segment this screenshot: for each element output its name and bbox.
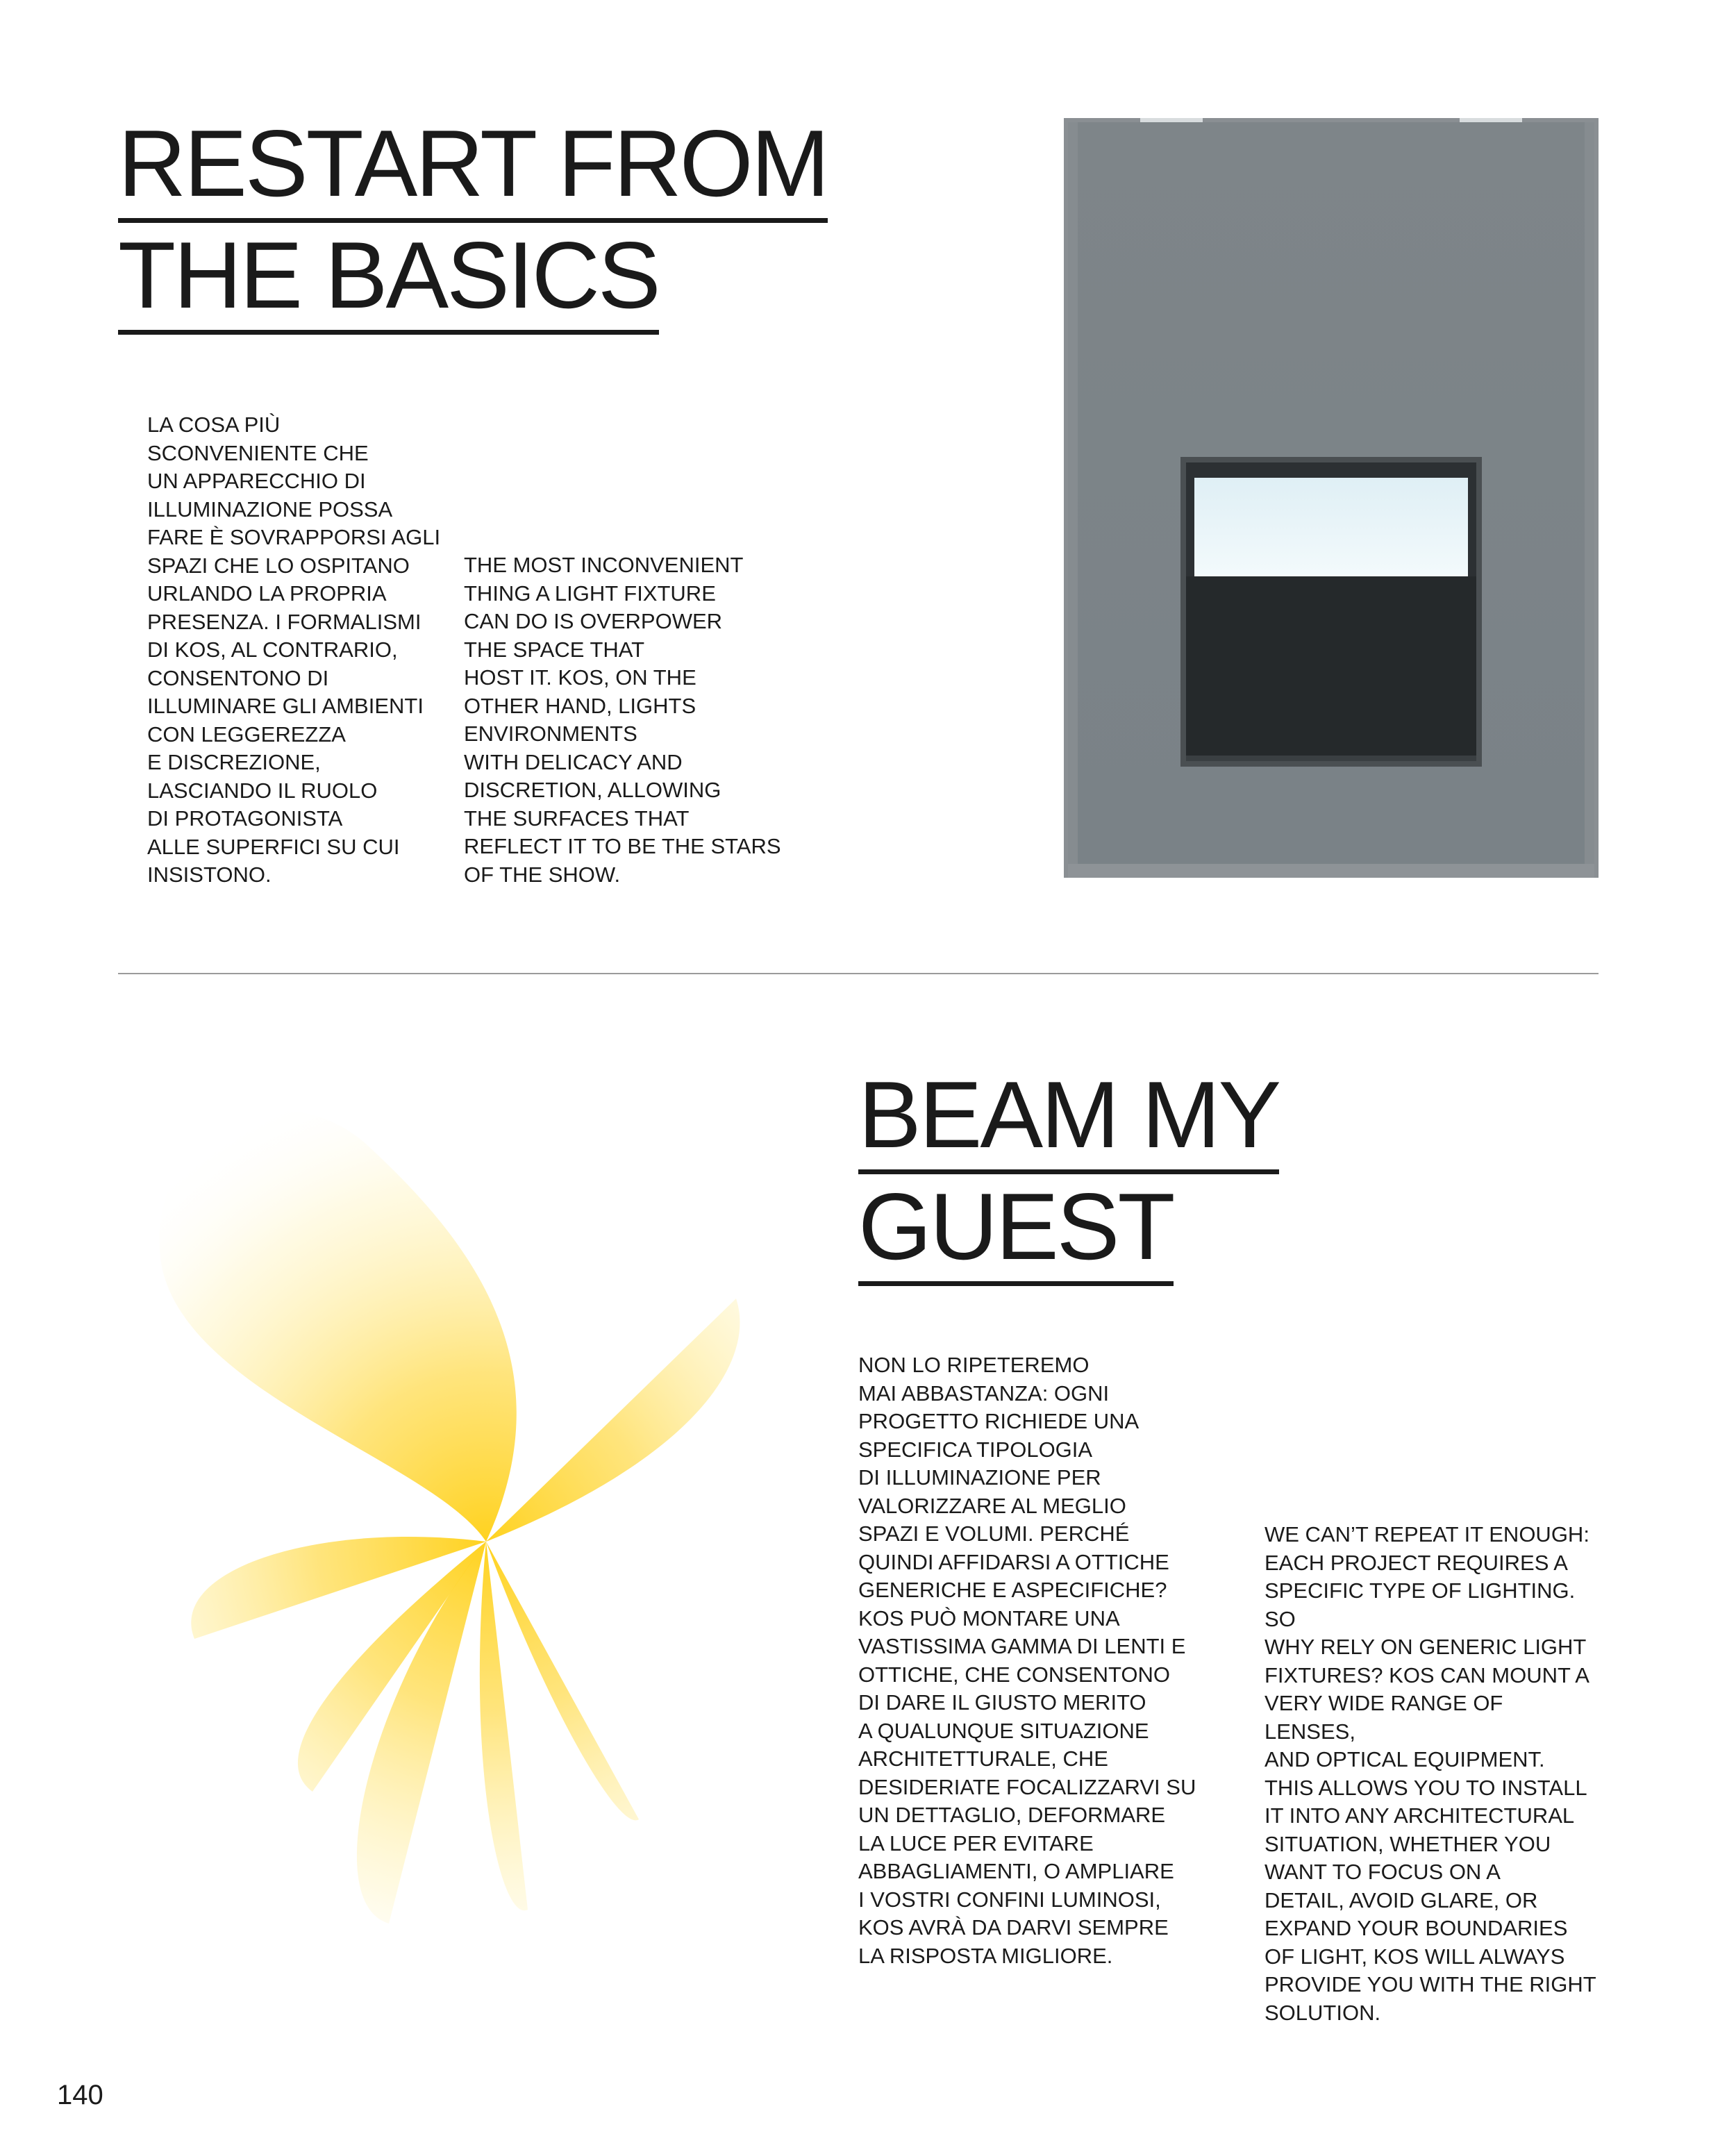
page-number: 140 (57, 2080, 103, 2110)
beam-pattern-illustration (139, 1069, 764, 1944)
light-beam-graphic (139, 1069, 764, 1944)
section1-text-english: THE MOST INCONVENIENT THING A LIGHT FIXTURE CAN DO IS OVERPOWER THE SPACE THAT HOST IT. KOS, ON THE OTHER HAND, LIGHTS ENVIRONMENTS WITH DELICACY AND DISCRETION, ALLOWING THE SURFACES THAT REFLECT IT TO BE THE STARS OF THE SHOW. (464, 553, 781, 887)
section1-title (118, 111, 828, 335)
section1-title-line2: THE BASICS (118, 223, 659, 335)
recessed-light-fixture-illustration (1064, 118, 1599, 878)
section2-title-line1: BEAM MY (858, 1062, 1279, 1174)
section1-title-line1: RESTART FROM (118, 111, 828, 223)
section1-text-italian: LA COSA PIÙ SCONVENIENTE CHE UN APPARECCHIO DI ILLUMINAZIONE POSSA FARE È SOVRAPPORSI AGLI SPAZI CHE LO OSPITANO URLANDO LA PROPRIA PRESENZA. I FORMALISMI DI KOS, AL CONTRARIO, CONSENTONO DI ILLUMINARE GLI AMBIENTI CON LEGGEREZZA E DISCREZIONE, LASCIANDO IL RUOLO DI PROTAGONISTA ALLE SUPERFICI SU CUI INSISTONO. (147, 412, 441, 887)
section-divider (118, 973, 1599, 974)
section2-text-italian: NON LO RIPETEREMO MAI ABBASTANZA: OGNI PROGETTO RICHIEDE UNA SPECIFICA TIPOLOGIA DI ILLUMINAZIONE PER VALORIZZARE AL MEGLIO SPAZI E VOLUMI. PERCHÉ QUINDI AFFIDARSI A OTTICHE GENERICHE E ASPECIFICHE? KOS PUÒ MONTARE UNA VASTISSIMA GAMMA DI LENTI E OTTICHE, CHE CONSENTONO DI DARE IL GIUSTO MERITO A QUALUNQUE SITUAZIONE ARCHITETTURALE, CHE DESIDERIATE FOCALIZZARVI SU UN DETTAGLIO, DEFORMARE LA LUCE PER EVITARE ABBAGLIAMENTI, O AMPLIARE I VOSTRI CONFINI LUMINOSI, KOS AVRÀ DA DARVI SEMPRE LA RISPOSTA MIGLIORE. (858, 1353, 1196, 1968)
section2-text-english: WE CAN’T REPEAT IT ENOUGH: EACH PROJECT REQUIRES A SPECIFIC TYPE OF LIGHTING. SO WHY RELY ON GENERIC LIGHT FIXTURES? KOS CAN MOUNT A VERY WIDE RANGE OF LENSES, AND OPTICAL EQUIPMENT. THIS ALLOWS YOU TO INSTALL IT INTO ANY ARCHITECTURAL SITUATION, WHETHER YOU WANT TO FOCUS ON A DETAIL, AVOID GLARE, OR EXPAND YOUR BOUNDARIES OF LIGHT, KOS WILL ALWAYS PROVIDE YOU WITH THE RIGHT SOLUTION. (1265, 1522, 1596, 2025)
section2-title-line2: GUEST (858, 1174, 1174, 1286)
section2-title (858, 1062, 1279, 1286)
fixture-image (1064, 118, 1599, 878)
